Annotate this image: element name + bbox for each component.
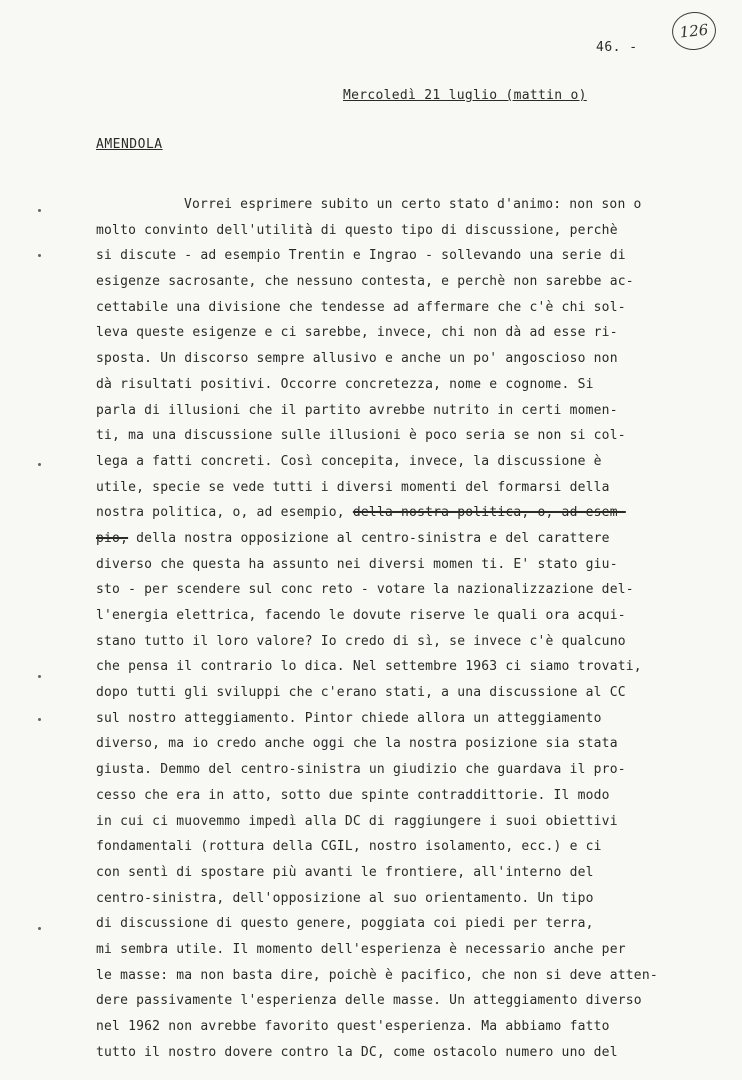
text-line: molto convinto dell'utilità di questo tipo di discussione, perchè: [96, 222, 618, 238]
text-line: cettabile una divisione che tendesse ad affermare che c'è chi sol-: [96, 299, 626, 315]
archive-number-stamp: 126: [670, 10, 718, 52]
text-line: diverso che questa ha assunto nei diversi momen ti. E' stato giu-: [96, 556, 618, 572]
text-line: di discussione di questo genere, poggiata coi piedi per terra,: [96, 916, 594, 932]
text-line: dà risultati positivi. Occorre concretezza, nome e cognome. Si: [96, 376, 594, 392]
page-number: 46. -: [596, 40, 638, 55]
text-line: dere passivamente l'esperienza delle masse. Un atteggiamento diverso: [96, 993, 642, 1009]
text-line: con sentì di spostare più avanti le frontiere, all'interno del: [96, 864, 594, 880]
text-line: utile, specie se vede tutti i diversi momenti del formarsi della: [96, 479, 610, 495]
text-line: si discute - ad esempio Trentin e Ingrao - sollevando una serie di: [96, 248, 626, 264]
margin-mark: [38, 927, 41, 930]
text-line: sto - per scendere sul conc reto - votare la nazionalizzazione del-: [96, 582, 634, 598]
text-line: nel 1962 non avrebbe favorito quest'esperienza. Ma abbiamo fatto: [96, 1019, 610, 1034]
text-line: che pensa il contrario lo dica. Nel settembre 1963 ci siamo trovati,: [96, 659, 642, 675]
text-line: centro-sinistra, dell'opposizione al suo orientamento. Un tipo: [96, 890, 594, 906]
text-line: [96, 500, 706, 526]
text-fragment: nostra politica, o, ad esempio,: [96, 505, 353, 521]
text-line: in cui ci muovemmo impedì alla DC di raggiungere i suoi obiettivi: [96, 813, 618, 829]
text-line: giusta. Demmo del centro-sinistra un giudizio che guardava il pro-: [96, 762, 626, 778]
text-line: diverso, ma io credo anche oggi che la nostra posizione sia stata: [96, 736, 618, 752]
text-line: sposta. Un discorso sempre allusivo e anche un po' angoscioso non: [96, 351, 618, 367]
margin-mark: [38, 254, 41, 257]
text-line: sul nostro atteggiamento. Pintor chiede allora un atteggiamento: [96, 710, 602, 726]
text-line: tutto il nostro dovere contro la DC, come ostacolo numero uno del: [96, 1044, 618, 1060]
margin-mark: [38, 209, 41, 212]
margin-mark: [38, 718, 41, 721]
text-line: cesso che era in atto, sotto due spinte contraddittorie. Il modo: [96, 787, 610, 803]
text-line: fondamentali (rottura della CGIL, nostro isolamento, ecc.) e ci: [96, 839, 602, 855]
text-fragment: della nostra opposizione al centro-sinistra e del carattere: [128, 530, 610, 546]
speaker-name: AMENDOLA: [96, 137, 163, 152]
text-line: l'energia elettrica, facendo le dovute riserve le quali ora acqui-: [96, 608, 626, 623]
margin-mark: [38, 463, 41, 466]
text-line: le masse: ma non basta dire, poichè è pacifico, che non si deve atten-: [96, 967, 658, 983]
text-line: mi sembra utile. Il momento dell'esperienza è necessario anche per: [96, 941, 626, 957]
margin-mark: [38, 675, 41, 678]
text-line: dopo tutti gli sviluppi che c'erano stati, a una discussione al CC: [96, 685, 626, 701]
text-line: parla di illusioni che il partito avrebbe nutrito in certi momen-: [96, 402, 618, 418]
text-line: [96, 526, 706, 552]
struck-text: pio,: [96, 530, 129, 546]
text-line: leva queste esigenze e ci sarebbe, invece, chi non dà ad esse ri-: [96, 325, 618, 341]
text-line: stano tutto il loro valore? Io credo di sì, se invece c'è qualcuno: [96, 633, 626, 649]
transcript-body: [96, 192, 706, 1065]
text-line: Vorrei esprimere subito un certo stato d'animo: non son o: [184, 197, 642, 212]
text-line: ti, ma una discussione sulle illusioni è poco seria se non si col-: [96, 428, 626, 444]
date-heading: Mercoledì 21 luglio (mattin o): [343, 88, 587, 103]
struck-text: della nostra politica, o, ad esem-: [352, 505, 626, 521]
text-line: esigenze sacrosante, che nessuno contesta, e perchè non sarebbe ac-: [96, 274, 634, 290]
text-line: lega a fatti concreti. Così concepita, invece, la discussione è: [96, 453, 602, 469]
